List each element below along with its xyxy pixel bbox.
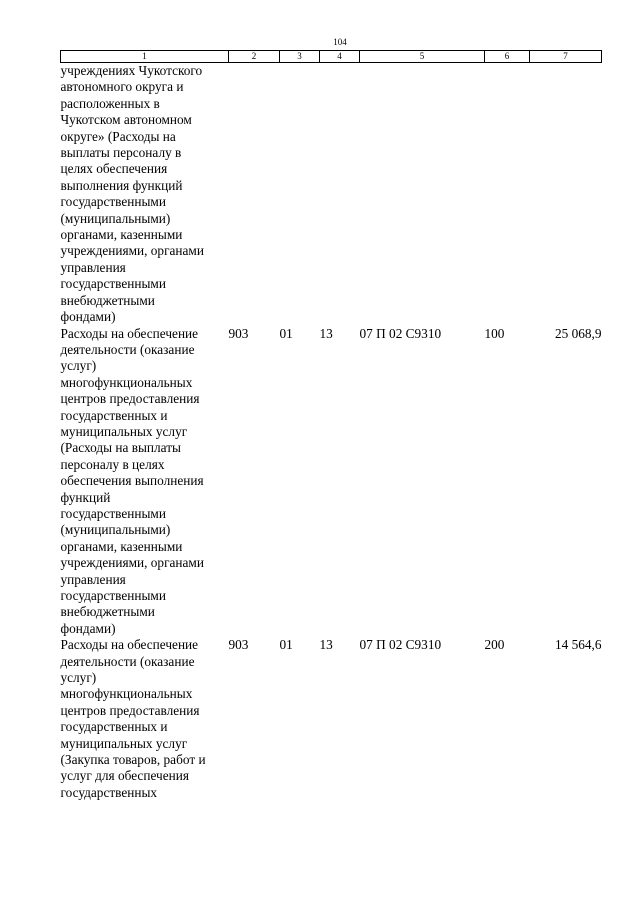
- description-line: расположенных в: [60, 95, 160, 111]
- description-line: Чукотском автономном: [60, 112, 192, 128]
- budget-table: [60, 50, 602, 801]
- row-amount: 25 068,9: [554, 325, 602, 341]
- description-line: органами, казенными: [60, 227, 183, 243]
- description-line: управления: [60, 571, 126, 587]
- row-section-code: 01: [279, 637, 293, 653]
- description-line: государственными: [60, 276, 166, 292]
- description-line: округе» (Расходы на: [60, 128, 176, 144]
- description-line: внебюджетными: [60, 292, 155, 308]
- row-amount: 14 564,6: [554, 637, 602, 653]
- description-line: муниципальных услуг: [60, 423, 188, 439]
- description-line: государственными: [60, 505, 166, 521]
- description-line: (Закупка товаров, работ и: [60, 752, 206, 768]
- description-line: обеспечения выполнения: [60, 473, 204, 489]
- description-line: выплаты персоналу в: [60, 145, 182, 161]
- row-ministry-code: [229, 63, 280, 326]
- row-subsection-code: [320, 63, 360, 326]
- header-col-2: 2: [229, 51, 280, 63]
- row-description: [61, 637, 229, 801]
- description-line: центров предоставления: [60, 702, 200, 718]
- description-line: государственных: [60, 784, 158, 800]
- description-line: выполнения функций: [60, 177, 183, 193]
- row-expense-type-code: 200: [484, 637, 505, 653]
- page-number: 104: [333, 37, 347, 47]
- description-line: функций: [60, 489, 111, 505]
- description-line: Расходы на обеспечение: [60, 325, 199, 341]
- description-line: (муниципальными): [60, 210, 171, 226]
- description-line: целях обеспечения: [60, 161, 168, 177]
- row-subsection-code: 13: [319, 325, 333, 341]
- description-line: деятельности (оказание: [60, 653, 195, 669]
- header-col-4: 4: [320, 51, 360, 63]
- description-line: многофункциональных: [60, 374, 193, 390]
- table-body: [61, 63, 602, 802]
- description-line: учреждениями, органами: [60, 555, 204, 571]
- description-line: услуг): [60, 358, 97, 374]
- header-row: [61, 51, 602, 63]
- description-line: Расходы на обеспечение: [60, 637, 199, 653]
- description-line: деятельности (оказание: [60, 341, 195, 357]
- header-col-1: 1: [61, 51, 229, 63]
- description-line: (муниципальными): [60, 522, 171, 538]
- row-expense-type-code: [485, 63, 530, 326]
- row-expense-type-code: 100: [484, 325, 505, 341]
- description-line: автономного округа и: [60, 79, 184, 95]
- description-line: государственными: [60, 588, 166, 603]
- row-target-article-code: [360, 63, 485, 326]
- header-col-3: 3: [280, 51, 320, 63]
- row-description: [61, 63, 229, 326]
- row-amount: [530, 63, 602, 326]
- table-row: [61, 63, 602, 326]
- row-section-code: [280, 63, 320, 326]
- row-section-code: 01: [279, 325, 293, 341]
- description-line: фондами): [60, 620, 116, 636]
- description-line: фондами): [60, 309, 116, 325]
- row-ministry-code: 903: [228, 325, 249, 341]
- description-line: учреждениях Чукотского: [60, 63, 203, 78]
- description-line: многофункциональных: [60, 686, 193, 702]
- table-row: [61, 326, 602, 638]
- description-line: учреждениями, органами: [60, 243, 204, 259]
- header-col-6: 6: [485, 51, 530, 63]
- description-line: персоналу в целях: [60, 456, 165, 472]
- description-line: государственных и: [60, 407, 168, 423]
- description-line: услуг): [60, 670, 97, 686]
- table-row: [61, 637, 602, 801]
- row-subsection-code: 13: [319, 637, 333, 653]
- description-line: услуг для обеспечения: [60, 768, 189, 784]
- description-line: органами, казенными: [60, 538, 183, 554]
- description-line: центров предоставления: [60, 391, 200, 407]
- row-ministry-code: 903: [228, 637, 249, 653]
- row-target-article-code: 07 П 02 С9310: [359, 637, 442, 653]
- header-col-5: 5: [360, 51, 485, 63]
- header-col-7: 7: [530, 51, 602, 63]
- table-header: [61, 51, 602, 63]
- description-line: государственных и: [60, 719, 168, 735]
- row-target-article-code: 07 П 02 С9310: [359, 325, 442, 341]
- description-line: внебюджетными: [60, 604, 155, 620]
- description-line: муниципальных услуг: [60, 735, 188, 751]
- row-description: [61, 326, 229, 638]
- description-line: управления: [60, 259, 126, 275]
- description-line: (Расходы на выплаты: [60, 440, 181, 456]
- description-line: государственными: [60, 194, 166, 210]
